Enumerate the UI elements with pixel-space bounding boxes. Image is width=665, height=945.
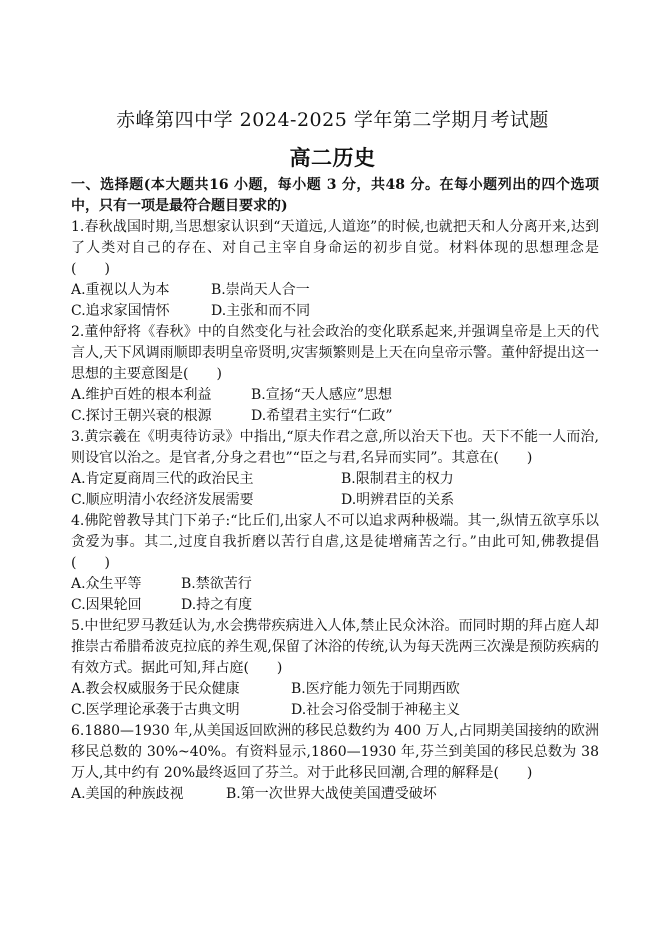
option-4d: D.持之有度 (181, 597, 253, 613)
option-4b: B.禁欲苦行 (181, 576, 252, 592)
question-stem-4: 4.佛陀曾教导其门下弟子:“比丘们,出家人不可以追求两种极端。其一,纵情五欲享乐以贪爱为事。其二,过度自我折磨以苦行自虐,这是徒增痛苦之行。”由此可知,佛教提倡( ) (71, 513, 599, 571)
option-2a: A.维护百姓的根本利益 (71, 387, 212, 403)
option-2b: B.宣扬“天人感应”思想 (251, 387, 393, 403)
options-3 (71, 469, 599, 511)
section-heading: 一、选择题(本大题共16 小题，每小题 3 分，共48 分。在每小题列出的四个选项中，只有一项是最符合题目要求的) (71, 177, 599, 214)
option-5b: B.医疗能力领先于同期西欧 (291, 681, 460, 697)
question-stem-2: 2.董仲舒将《春秋》中的自然变化与社会政治的变化联系起来,并强调皇帝是上天的代言人,天下风调雨顺即表明皇帝贤明,灾害频繁则是上天在向皇帝示警。董仲舒提出这一思想的主要意图是( ) (71, 324, 599, 382)
option-1c: C.追求家国情怀 (71, 303, 170, 319)
option-1a: A.重视以人为本 (71, 282, 170, 298)
question-stem-1: 1.春秋战国时期,当思想家认识到“天道远,人道迩”的时候,也就把天和人分离开来,达到了人类对自己的存在、对自己主宰自身命运的初步自觉。材料体现的思想理念是( ) (71, 219, 599, 277)
option-6b: B.第一次世界大战使美国遭受破坏 (226, 786, 437, 802)
question-list (71, 175, 599, 805)
option-2d: D.希望君主实行“仁政” (251, 408, 393, 424)
option-5c: C.医学理论承袭于古典文明 (71, 702, 240, 718)
options-5 (71, 679, 599, 721)
options-2 (71, 385, 599, 427)
option-3d: D.明辨君臣的关系 (341, 492, 455, 508)
option-4c: C.因果轮回 (71, 597, 142, 613)
option-3b: B.限制君主的权力 (341, 471, 454, 487)
option-1d: D.主张和而不同 (211, 303, 311, 319)
option-6a: A.美国的种族歧视 (71, 786, 184, 802)
exam-title: 赤峰第四中学 2024-2025 学年第二学期月考试题 (116, 109, 549, 131)
subject-title: 高二历史 (289, 145, 376, 170)
question-stem-6: 6.1880—1930 年,从美国返回欧洲的移民总数约为 400 万人,占同期美国接纳的欧洲移民总数的 30%~40%。有资料显示,1860—1930 年,芬兰到美国的移民总数为 38 万人,其中约有 20%最终返回了芬兰。对于此移民回潮,合理的解释是( ) (71, 723, 599, 781)
option-4a: A.众生平等 (71, 576, 142, 592)
options-1 (71, 280, 599, 322)
option-3a: A.肯定夏商周三代的政治民主 (71, 471, 254, 487)
question-stem-5: 5.中世纪罗马教廷认为,水会携带疾病进入人体,禁止民众沐浴。而同时期的拜占庭人却推崇古希腊希波克拉底的养生观,保留了沐浴的传统,认为每天洗两三次澡是预防疾病的有效方式。据此可知,拜占庭( ) (71, 618, 599, 676)
option-1b: B.崇尚天人合一 (211, 282, 310, 298)
options-6 (71, 784, 599, 805)
option-2c: C.探讨王朝兴衰的根源 (71, 408, 212, 424)
question-stem-3: 3.黄宗羲在《明夷待访录》中指出,“原夫作君之意,所以治天下也。天下不能一人而治,则设官以治之。是官者,分身之君也”“臣之与君,名异而实同”。其意在( ) (71, 429, 599, 466)
option-3c: C.顺应明清小农经济发展需要 (71, 492, 254, 508)
option-5d: D.社会习俗受制于神秘主义 (291, 702, 461, 718)
option-5a: A.教会权威服务于民众健康 (71, 681, 240, 697)
options-4 (71, 574, 599, 616)
